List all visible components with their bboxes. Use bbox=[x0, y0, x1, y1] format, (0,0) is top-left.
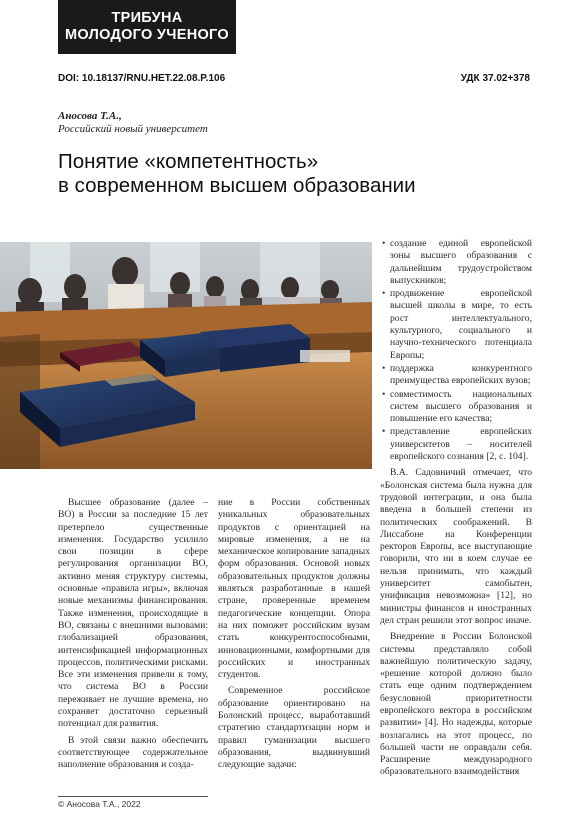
list-item: • поддержка конкурентного преимущества европейских вузов; bbox=[382, 362, 532, 387]
title-line-2: в современном высшем образовании bbox=[58, 174, 416, 197]
bullet-icon: • bbox=[382, 388, 386, 400]
bullet-icon: • bbox=[382, 238, 386, 249]
author-name: Аносова Т.А., bbox=[58, 110, 122, 122]
doi: DOI: 10.18137/RNU.HET.22.08.P.106 bbox=[58, 73, 226, 84]
udc: УДК 37.02+378 bbox=[460, 73, 530, 84]
author-block bbox=[58, 110, 208, 136]
text-column-1 bbox=[58, 497, 208, 787]
article-title bbox=[58, 150, 498, 198]
footnote-divider bbox=[58, 796, 208, 797]
goals-list bbox=[380, 238, 532, 463]
copyright: © Аносова Т.А., 2022 bbox=[58, 799, 141, 809]
author-affiliation: Российский новый университет bbox=[58, 123, 208, 135]
list-item: • продвижение европейской высшей школы в мире, то есть рост интеллектуального, культурного, социального и научно-технического потенциала Европы; bbox=[382, 288, 532, 361]
rubric-banner bbox=[58, 0, 236, 54]
list-item: • создание единой европейской зоны высшего образования с дальнейшим трудоустройством выпускников; bbox=[382, 238, 532, 286]
rubric-line-2: МОЛОДОГО УЧЕНОГО bbox=[65, 27, 229, 43]
bullet-icon: • bbox=[382, 426, 386, 438]
text-column-3 bbox=[380, 238, 532, 790]
bullet-icon: • bbox=[382, 362, 386, 374]
text-column-2 bbox=[218, 497, 370, 787]
title-line-1: Понятие «компетентность» bbox=[58, 150, 319, 173]
lecture-hall-photo bbox=[0, 242, 372, 469]
paragraph: В.А. Садовничий отмечает, что «Болонская система была нужна для трудовой интеграции, и она была введена в большей степени из политических соображений. В Лиссабоне на Конференции ректоров Европы, все выступающие говорили, что ни в коем случае ее нельзя принимать, что каждый университет самобытен, унификация невозможна» [12], но министры финансов и иностранных дел стран решили этот вопрос иначе. bbox=[380, 467, 532, 626]
list-item: • представление европейских университетов – носителей европейского сознания [2, с. 104]. bbox=[382, 426, 532, 463]
paragraph: В этой связи важно обеспечить соответствующее содержательное наполнение образования и созда- bbox=[58, 734, 208, 771]
list-item: • совместимость национальных систем высшего образования и повышение его качества; bbox=[382, 388, 532, 425]
paragraph: Внедрение в России Болонской системы представляло собой важнейшую политическую задачу, «решение которой должно было стать еще одним подтверждением безусловной приоритетности европейского вектора в российском развитии» [4]. Но надежды, которые возлагались на этот процесс, по большей части не оправдали себя. Расширение международного образовательного взаимодействия bbox=[380, 631, 532, 778]
paragraph: Современное российское образование ориентировано на Болонский процесс, выработавший стратегию стандартизации норм и правил гуманизации высшего образования, выдвинувший следующие задачи: bbox=[218, 685, 370, 771]
paragraph: ние в России собственных уникальных образовательных продуктов с ориентацией на мировые изменения, а не на механическое копирование западных форм образования. Основой новых образовательных продуктов должны являться разработанные в нашей стране, проверенные временем педагогические концепции. Опора на них поможет российским вузам стать конкурентоспособными, инновационными, комфортными для российских и иностранных студентов. bbox=[218, 497, 370, 681]
rubric-line-1: ТРИБУНА bbox=[111, 10, 183, 26]
paragraph: Высшее образование (далее – ВО) в России за последние 15 лет претерпело существенные изменения. Государство усилило свои позиции в сфере регулирования организации ВО, активно меняя структуру системы, основные «правила игры», включая новые механизмы финансирования. Также изменения, происходящие в ВО, связаны с внешними вызовами: глобализацией образования, интенсификацией информационных процессов, политическими рисками. Все эти изменения привели к тому, что система ВО в России переживает не лучшие времена, но сохраняет достаточно серьезный потенциал для развития. bbox=[58, 497, 208, 730]
bullet-icon: • bbox=[382, 288, 386, 300]
